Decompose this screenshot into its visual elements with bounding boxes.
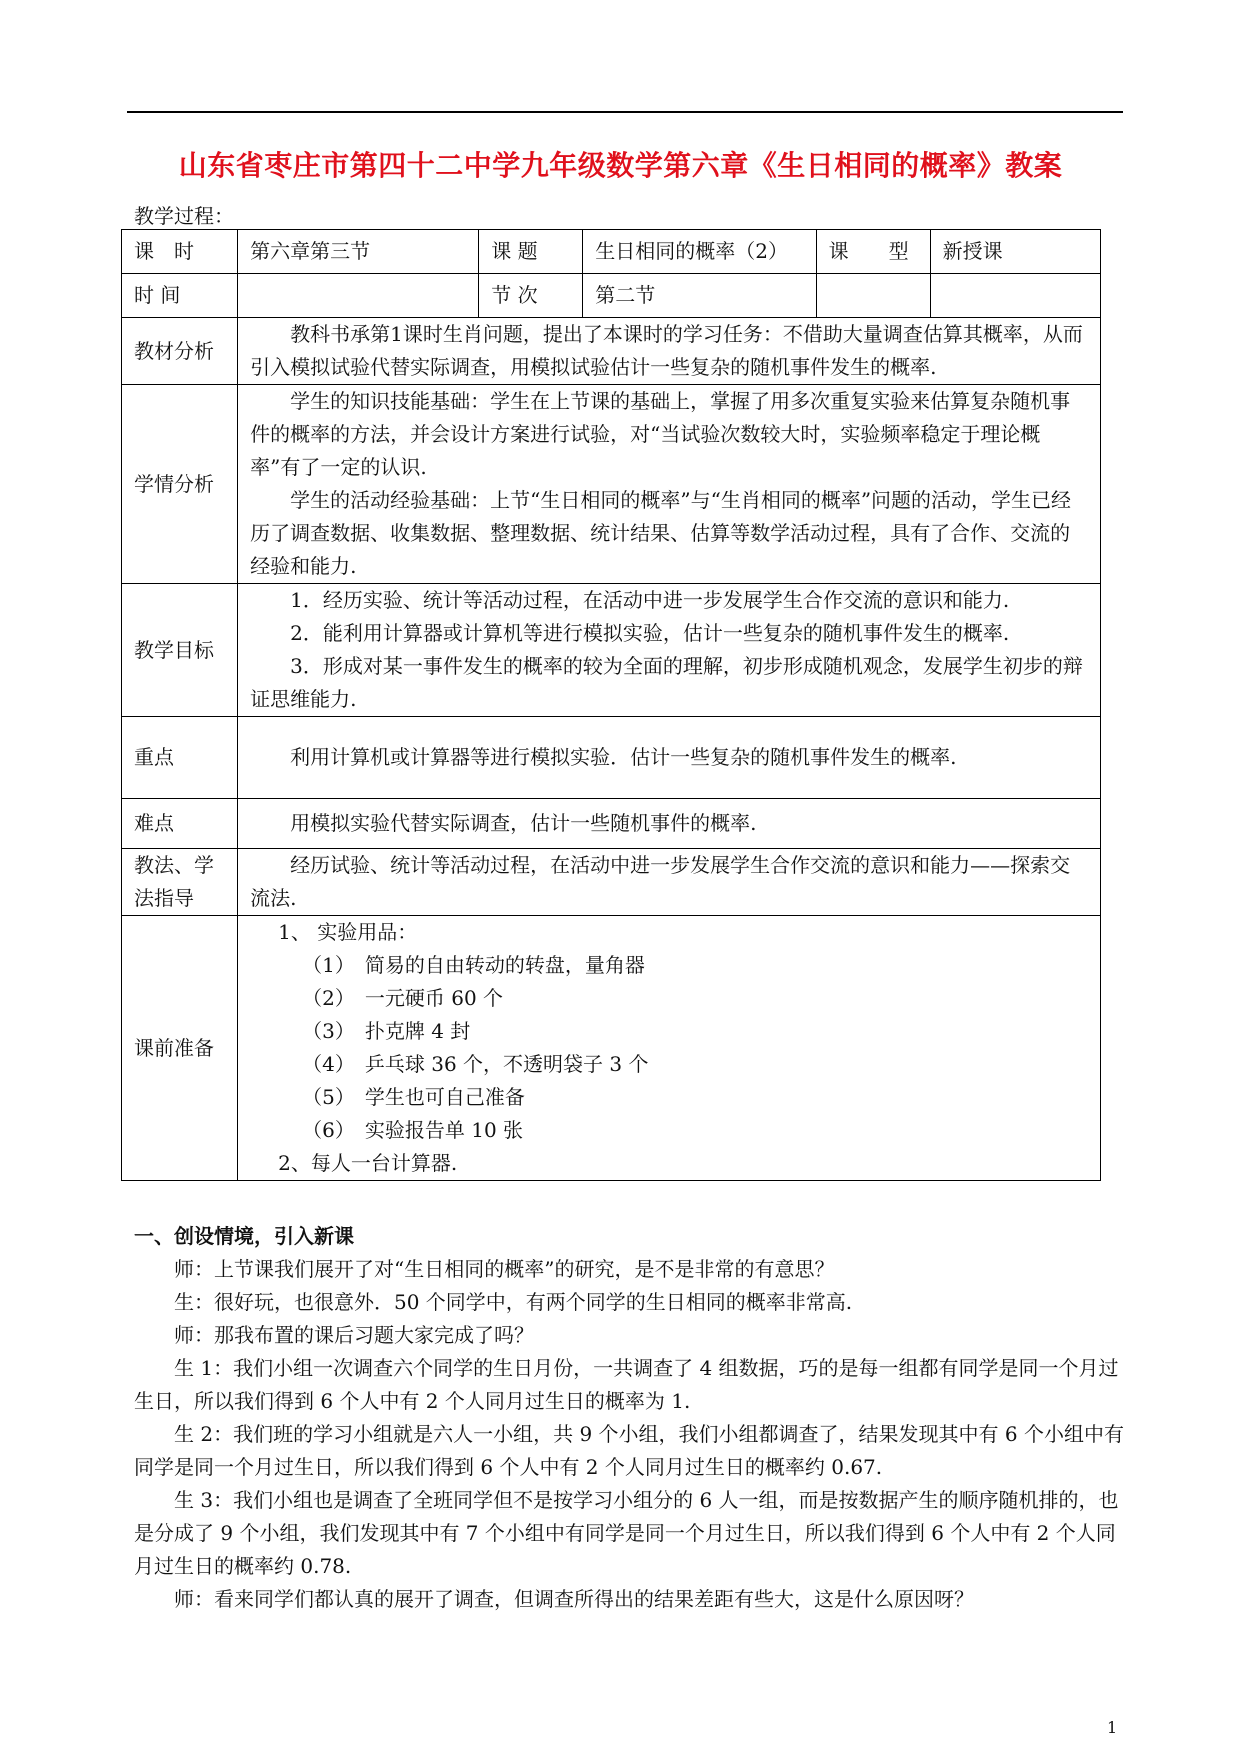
list-item: （3） 扑克牌 4 封 [302,1019,471,1043]
value-cell: 生日相同的概率（2） [583,230,816,274]
lesson-table [121,229,1101,1181]
dialog-block [134,1253,1126,1616]
row-content [238,916,1101,1181]
table-row [122,230,1101,274]
row-content [238,385,1101,584]
dialog-line: 师：看来同学们都认真的展开了调查，但调查所得出的结果差距有些大，这是什么原因呀？ [174,1587,974,1611]
list-item: （2） 一元硬币 60 个 [302,986,504,1010]
section-heading: 一、创设情境，引入新课 [134,1224,354,1248]
dialog-line: 生 3：我们小组也是调查了全班同学但不是按学习小组分的 6 人一组，而是按数据产生的顺序随机排的，也是分成了 9 个小组，我们发现其中有 7 个小组中有同学是同一个月过生日，所以我们得到 6 个人中有 2 个人同月过生日的概率约 0.78. [134,1488,1119,1578]
list-item: 2、每人一台计算器. [278,1151,458,1175]
row-content [238,717,1101,799]
subheading: 教学过程： [134,204,234,228]
paragraph: 学生的活动经验基础：上节“生日相同的概率”与“生肖相同的概率”问题的活动，学生已经历了调查数据、收集数据、整理数据、统计结果、估算等数学活动过程，具有了合作、交流的经验和能力. [250,488,1072,578]
paragraph: 教科书承第1课时生肖问题，提出了本课时的学习任务：不借助大量调查估算其概率，从而引入模拟试验代替实际调查，用模拟试验估计一些复杂的随机事件发生的概率. [250,322,1083,379]
paragraph: 经历试验、统计等活动过程，在活动中进一步发展学生合作交流的意识和能力——探索交流法. [250,853,1071,910]
table-row [122,799,1101,849]
row-content [238,849,1101,916]
table-row [122,385,1101,584]
paragraph: 3．形成对某一事件发生的概率的较为全面的理解，初步形成随机观念，发展学生初步的辩证思维能力. [250,654,1083,711]
list-item: （1） 简易的自由转动的转盘，量角器 [302,953,645,977]
row-label: 教法、学法指导 [122,849,238,916]
row-label: 教学目标 [122,584,238,717]
row-label: 学情分析 [122,385,238,584]
value-cell: 新授课 [930,230,1100,274]
paragraph: 学生的知识技能基础：学生在上节课的基础上，掌握了用多次重复实验来估算复杂随机事件的概率的方法，并会设计方案进行试验，对“当试验次数较大时，实验频率稳定于理论概率”有了一定的认识. [250,389,1071,479]
label-cell: 课 题 [479,230,583,274]
row-label: 课前准备 [122,916,238,1181]
page-number: 1 [1107,1718,1118,1737]
dialog-line: 生 2：我们班的学习小组就是六人一小组，共 9 个小组，我们小组都调查了，结果发现其中有 6 个小组中有同学是同一个月过生日，所以我们得到 6 个人中有 2 个人同月过生日的概率约 0.67. [134,1422,1124,1479]
value-cell: 第二节 [583,274,816,318]
value-cell [930,274,1100,318]
list-item: （5） 学生也可自己准备 [302,1085,525,1109]
row-content [238,799,1101,849]
label-cell [816,274,930,318]
table-row [122,916,1101,1181]
dialog-line: 师：上节课我们展开了对“生日相同的概率”的研究，是不是非常的有意思？ [174,1257,835,1281]
dialog-line: 生：很好玩，也很意外．50 个同学中，有两个同学的生日相同的概率非常高. [174,1290,853,1314]
row-content [238,584,1101,717]
table-row [122,274,1101,318]
label-cell: 课 时 [122,230,238,274]
label-cell: 课 型 [816,230,930,274]
document-title: 山东省枣庄市第四十二中学九年级数学第六章《生日相同的概率》教案 [178,149,1063,182]
paragraph: 2．能利用计算器或计算机等进行模拟实验，估计一些复杂的随机事件发生的概率. [290,621,1010,645]
table-row [122,849,1101,916]
table-row [122,318,1101,385]
label-cell: 时 间 [122,274,238,318]
row-label: 重点 [122,717,238,799]
value-cell: 第六章第三节 [238,230,479,274]
row-label: 难点 [122,799,238,849]
table-row [122,584,1101,717]
list-item: （6） 实验报告单 10 张 [302,1118,524,1142]
dialog-line: 师：那我布置的课后习题大家完成了吗？ [174,1323,534,1347]
table-row [122,717,1101,799]
dialog-line: 生 1：我们小组一次调查六个同学的生日月份，一共调查了 4 组数据，巧的是每一组都有同学是同一个月过生日，所以我们得到 6 个人中有 2 个人同月过生日的概率为 1. [134,1356,1119,1413]
paragraph: 利用计算机或计算器等进行模拟实验．估计一些复杂的随机事件发生的概率. [290,745,957,769]
row-label: 教材分析 [122,318,238,385]
list-item: （4） 乒乓球 36 个，不透明袋子 3 个 [302,1052,649,1076]
header-rule [127,111,1123,113]
value-cell [238,274,479,318]
row-content [238,318,1101,385]
label-cell: 节 次 [479,274,583,318]
paragraph: 1．经历实验、统计等活动过程，在活动中进一步发展学生合作交流的意识和能力. [290,588,1010,612]
paragraph: 用模拟实验代替实际调查，估计一些随机事件的概率. [290,811,757,835]
list-item: 1、 实验用品： [278,920,418,944]
